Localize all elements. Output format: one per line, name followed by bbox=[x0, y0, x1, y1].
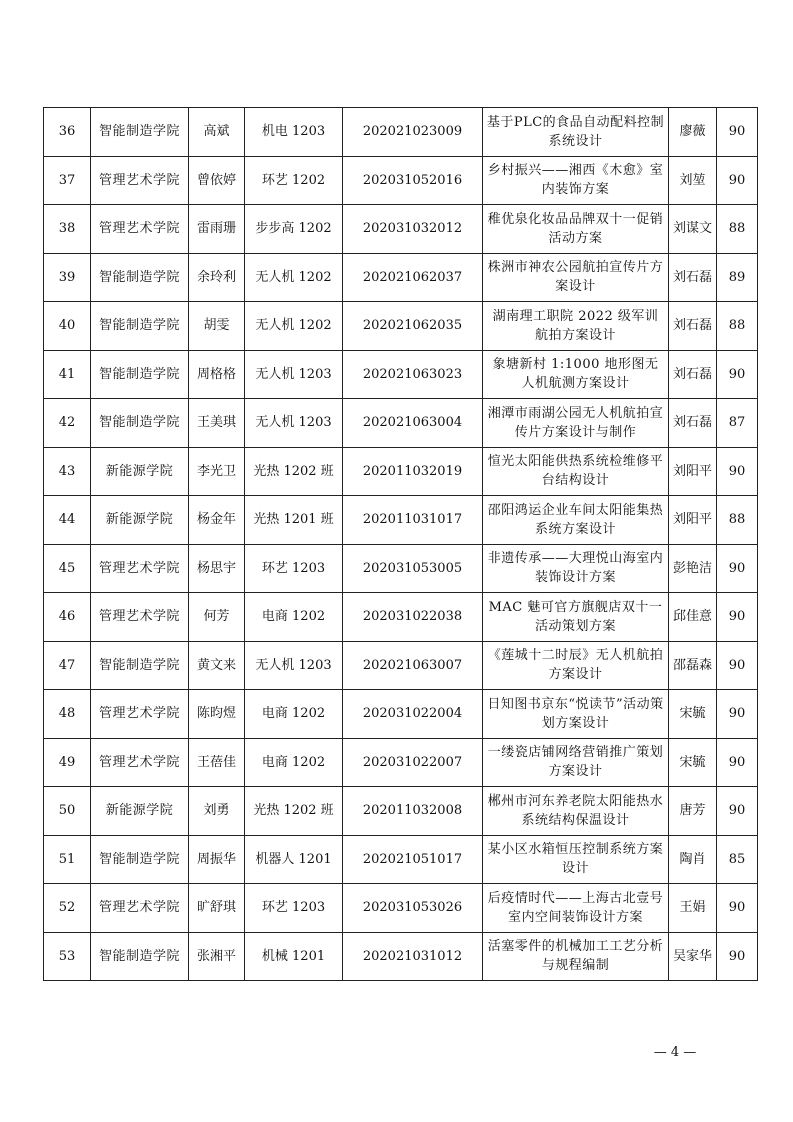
table-row bbox=[44, 593, 758, 642]
student-name: 杨金年 bbox=[189, 496, 245, 545]
student-name: 周格格 bbox=[189, 350, 245, 399]
page-number: — 4 — bbox=[653, 1045, 697, 1060]
score-cell: 88 bbox=[717, 205, 758, 254]
table-row bbox=[44, 641, 758, 690]
student-name: 黄文来 bbox=[189, 641, 245, 690]
row-number: 45 bbox=[44, 544, 91, 593]
student-name: 李光卫 bbox=[189, 447, 245, 496]
class-name: 无人机 1203 bbox=[245, 350, 343, 399]
student-name: 雷雨珊 bbox=[189, 205, 245, 254]
row-number: 39 bbox=[44, 253, 91, 302]
student-name: 陈昀煜 bbox=[189, 690, 245, 739]
advisor-name: 陶肖 bbox=[669, 835, 717, 884]
table-row bbox=[44, 205, 758, 254]
college-cell: 管理艺术学院 bbox=[91, 690, 189, 739]
table-row bbox=[44, 350, 758, 399]
advisor-name: 刘阳平 bbox=[669, 447, 717, 496]
table-row bbox=[44, 835, 758, 884]
class-name: 无人机 1202 bbox=[245, 302, 343, 351]
student-name: 何芳 bbox=[189, 593, 245, 642]
score-cell: 90 bbox=[717, 690, 758, 739]
table-row bbox=[44, 253, 758, 302]
score-cell: 89 bbox=[717, 253, 758, 302]
project-title: 株洲市神农公园航拍宣传片方案设计 bbox=[483, 253, 669, 302]
score-cell: 90 bbox=[717, 787, 758, 836]
student-id: 202021063007 bbox=[343, 641, 483, 690]
row-number: 53 bbox=[44, 932, 91, 981]
project-title: MAC 魅可官方旗舰店双十一活动策划方案 bbox=[483, 593, 669, 642]
college-cell: 智能制造学院 bbox=[91, 253, 189, 302]
project-title: 愃光太阳能供热系统检维修平台结构设计 bbox=[483, 447, 669, 496]
student-id: 202031022004 bbox=[343, 690, 483, 739]
student-name: 王蓓佳 bbox=[189, 738, 245, 787]
project-title: 邵阳鸿运企业车间太阳能集热系统方案设计 bbox=[483, 496, 669, 545]
score-cell: 87 bbox=[717, 399, 758, 448]
class-name: 电商 1202 bbox=[245, 738, 343, 787]
table-row bbox=[44, 932, 758, 981]
advisor-name: 邱佳意 bbox=[669, 593, 717, 642]
class-name: 环艺 1202 bbox=[245, 156, 343, 205]
advisor-name: 廖薇 bbox=[669, 108, 717, 157]
student-id: 202031022007 bbox=[343, 738, 483, 787]
row-number: 46 bbox=[44, 593, 91, 642]
score-cell: 90 bbox=[717, 156, 758, 205]
college-cell: 新能源学院 bbox=[91, 496, 189, 545]
advisor-name: 宋毓 bbox=[669, 738, 717, 787]
table-row bbox=[44, 108, 758, 157]
score-cell: 90 bbox=[717, 932, 758, 981]
score-cell: 90 bbox=[717, 593, 758, 642]
student-id: 202021062037 bbox=[343, 253, 483, 302]
advisor-name: 刘石磊 bbox=[669, 350, 717, 399]
advisor-name: 刘石磊 bbox=[669, 253, 717, 302]
table-row bbox=[44, 156, 758, 205]
advisor-name: 吴家华 bbox=[669, 932, 717, 981]
advisor-name: 刘谋文 bbox=[669, 205, 717, 254]
class-name: 机电 1203 bbox=[245, 108, 343, 157]
student-id: 202011032019 bbox=[343, 447, 483, 496]
college-cell: 管理艺术学院 bbox=[91, 156, 189, 205]
student-name: 余玲利 bbox=[189, 253, 245, 302]
class-name: 机械 1201 bbox=[245, 932, 343, 981]
student-id: 202031052016 bbox=[343, 156, 483, 205]
table-row bbox=[44, 787, 758, 836]
college-cell: 智能制造学院 bbox=[91, 835, 189, 884]
student-id: 202021063023 bbox=[343, 350, 483, 399]
project-title: 一缕瓷店铺网络营销推广策划方案设计 bbox=[483, 738, 669, 787]
table-body bbox=[44, 108, 758, 981]
table-row bbox=[44, 496, 758, 545]
student-name: 王美琪 bbox=[189, 399, 245, 448]
college-cell: 新能源学院 bbox=[91, 447, 189, 496]
table-row bbox=[44, 447, 758, 496]
student-name: 曾依婷 bbox=[189, 156, 245, 205]
student-name: 杨思宇 bbox=[189, 544, 245, 593]
class-name: 光热 1201 班 bbox=[245, 496, 343, 545]
student-id: 202031022038 bbox=[343, 593, 483, 642]
student-name: 张湘平 bbox=[189, 932, 245, 981]
award-list-table bbox=[43, 107, 758, 981]
college-cell: 新能源学院 bbox=[91, 787, 189, 836]
college-cell: 智能制造学院 bbox=[91, 932, 189, 981]
table-row bbox=[44, 690, 758, 739]
college-cell: 智能制造学院 bbox=[91, 641, 189, 690]
project-title: 稚优泉化妆品品牌双十一促销活动方案 bbox=[483, 205, 669, 254]
score-cell: 85 bbox=[717, 835, 758, 884]
advisor-name: 刘堃 bbox=[669, 156, 717, 205]
college-cell: 智能制造学院 bbox=[91, 399, 189, 448]
advisor-name: 唐芳 bbox=[669, 787, 717, 836]
project-title: 象塘新村 1:1000 地形图无人机航测方案设计 bbox=[483, 350, 669, 399]
score-cell: 90 bbox=[717, 738, 758, 787]
table-row bbox=[44, 302, 758, 351]
class-name: 电商 1202 bbox=[245, 593, 343, 642]
row-number: 38 bbox=[44, 205, 91, 254]
row-number: 42 bbox=[44, 399, 91, 448]
advisor-name: 邵磊森 bbox=[669, 641, 717, 690]
row-number: 40 bbox=[44, 302, 91, 351]
score-cell: 88 bbox=[717, 496, 758, 545]
class-name: 环艺 1203 bbox=[245, 884, 343, 933]
score-cell: 88 bbox=[717, 302, 758, 351]
class-name: 机器人 1201 bbox=[245, 835, 343, 884]
project-title: 《莲城十二时辰》无人机航拍方案设计 bbox=[483, 641, 669, 690]
class-name: 电商 1202 bbox=[245, 690, 343, 739]
student-name: 胡雯 bbox=[189, 302, 245, 351]
advisor-name: 刘石磊 bbox=[669, 399, 717, 448]
advisor-name: 宋毓 bbox=[669, 690, 717, 739]
college-cell: 管理艺术学院 bbox=[91, 593, 189, 642]
row-number: 47 bbox=[44, 641, 91, 690]
project-title: 非遗传承——大理悦山海室内装饰设计方案 bbox=[483, 544, 669, 593]
row-number: 49 bbox=[44, 738, 91, 787]
score-cell: 90 bbox=[717, 544, 758, 593]
project-title: 基于PLC的食品自动配料控制系统设计 bbox=[483, 108, 669, 157]
row-number: 43 bbox=[44, 447, 91, 496]
college-cell: 管理艺术学院 bbox=[91, 738, 189, 787]
row-number: 50 bbox=[44, 787, 91, 836]
student-id: 202021031012 bbox=[343, 932, 483, 981]
college-cell: 智能制造学院 bbox=[91, 350, 189, 399]
student-id: 202011031017 bbox=[343, 496, 483, 545]
project-title: 湖南理工职院 2022 级军训航拍方案设计 bbox=[483, 302, 669, 351]
table-row bbox=[44, 544, 758, 593]
class-name: 光热 1202 班 bbox=[245, 787, 343, 836]
class-name: 光热 1202 班 bbox=[245, 447, 343, 496]
advisor-name: 王娟 bbox=[669, 884, 717, 933]
row-number: 48 bbox=[44, 690, 91, 739]
student-id: 202031053005 bbox=[343, 544, 483, 593]
project-title: 乡村振兴——湘西《木愈》室内装饰方案 bbox=[483, 156, 669, 205]
student-name: 高斌 bbox=[189, 108, 245, 157]
student-name: 旷舒琪 bbox=[189, 884, 245, 933]
project-title: 日知图书京东“悦读节”活动策划方案设计 bbox=[483, 690, 669, 739]
student-id: 202021023009 bbox=[343, 108, 483, 157]
advisor-name: 彭艳洁 bbox=[669, 544, 717, 593]
table-row bbox=[44, 399, 758, 448]
table-row bbox=[44, 884, 758, 933]
student-id: 202031032012 bbox=[343, 205, 483, 254]
score-cell: 90 bbox=[717, 447, 758, 496]
college-cell: 智能制造学院 bbox=[91, 302, 189, 351]
class-name: 无人机 1202 bbox=[245, 253, 343, 302]
score-cell: 90 bbox=[717, 641, 758, 690]
advisor-name: 刘石磊 bbox=[669, 302, 717, 351]
project-title: 郴州市河东养老院太阳能热水系统结构保温设计 bbox=[483, 787, 669, 836]
class-name: 步步高 1202 bbox=[245, 205, 343, 254]
row-number: 51 bbox=[44, 835, 91, 884]
class-name: 无人机 1203 bbox=[245, 399, 343, 448]
advisor-name: 刘阳平 bbox=[669, 496, 717, 545]
college-cell: 智能制造学院 bbox=[91, 108, 189, 157]
student-id: 202021051017 bbox=[343, 835, 483, 884]
project-title: 湘潭市雨湖公园无人机航拍宣传片方案设计与制作 bbox=[483, 399, 669, 448]
score-cell: 90 bbox=[717, 350, 758, 399]
student-id: 202021062035 bbox=[343, 302, 483, 351]
student-id: 202011032008 bbox=[343, 787, 483, 836]
row-number: 37 bbox=[44, 156, 91, 205]
score-cell: 90 bbox=[717, 884, 758, 933]
class-name: 环艺 1203 bbox=[245, 544, 343, 593]
row-number: 52 bbox=[44, 884, 91, 933]
score-cell: 90 bbox=[717, 108, 758, 157]
college-cell: 管理艺术学院 bbox=[91, 205, 189, 254]
row-number: 41 bbox=[44, 350, 91, 399]
student-id: 202031053026 bbox=[343, 884, 483, 933]
row-number: 36 bbox=[44, 108, 91, 157]
class-name: 无人机 1203 bbox=[245, 641, 343, 690]
student-id: 202021063004 bbox=[343, 399, 483, 448]
college-cell: 管理艺术学院 bbox=[91, 544, 189, 593]
project-title: 活塞零件的机械加工工艺分析与规程编制 bbox=[483, 932, 669, 981]
project-title: 后疫情时代——上海古北壹号室内空间装饰设计方案 bbox=[483, 884, 669, 933]
row-number: 44 bbox=[44, 496, 91, 545]
student-name: 刘勇 bbox=[189, 787, 245, 836]
student-name: 周振华 bbox=[189, 835, 245, 884]
table-row bbox=[44, 738, 758, 787]
college-cell: 管理艺术学院 bbox=[91, 884, 189, 933]
project-title: 某小区水箱恒压控制系统方案设计 bbox=[483, 835, 669, 884]
